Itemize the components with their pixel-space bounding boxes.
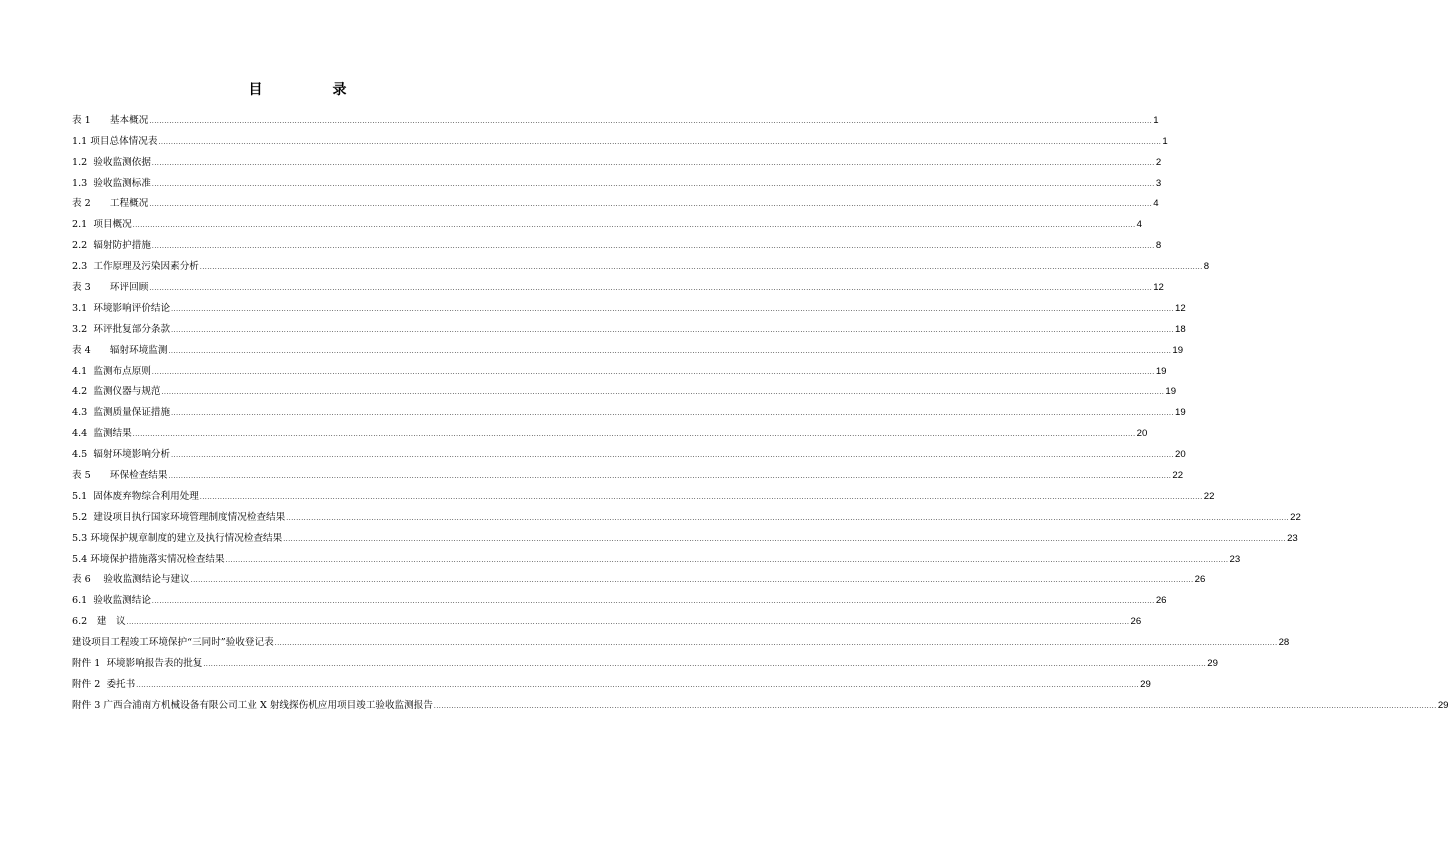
toc-entry[interactable] bbox=[72, 336, 1184, 357]
toc-entry-page-number: 29 bbox=[1207, 658, 1218, 670]
toc-entry[interactable] bbox=[72, 628, 1290, 649]
toc-entry[interactable] bbox=[72, 461, 1184, 482]
toc-entry-page-number: 23 bbox=[1229, 553, 1241, 565]
dot-leader: ................................................................................................................................................................................................................................................................................................................................................................................................................ bbox=[190, 577, 1194, 585]
toc-entry-page-number: 28 bbox=[1278, 637, 1290, 649]
toc-entry-label: 表 6 验收监测结论与建议 bbox=[72, 574, 190, 586]
toc-entry-label: 6.2 建 议 bbox=[72, 616, 126, 628]
table-of-contents bbox=[72, 106, 1448, 712]
toc-entry-label: 4.4 监测结果 bbox=[72, 428, 132, 440]
dot-leader: ................................................................................................................................................................................................................................................................................................................................................................................................................ bbox=[225, 556, 1229, 564]
toc-entry[interactable] bbox=[72, 691, 1448, 712]
toc-entry[interactable] bbox=[72, 231, 1162, 252]
toc-entry-label: 6.1 验收监测结论 bbox=[72, 595, 151, 607]
toc-entry[interactable] bbox=[72, 524, 1298, 545]
toc-entry-page-number: 1 bbox=[1162, 135, 1168, 147]
toc-entry[interactable] bbox=[72, 294, 1186, 315]
toc-entry-label: 3.2 环评批复部分条款 bbox=[72, 323, 171, 335]
toc-entry-label: 4.5 辐射环境影响分析 bbox=[72, 449, 171, 461]
toc-entry-label: 表 5 环保检查结果 bbox=[72, 470, 168, 482]
toc-entry[interactable] bbox=[72, 210, 1142, 231]
toc-entry[interactable] bbox=[72, 503, 1301, 524]
toc-entry-page-number: 20 bbox=[1175, 449, 1186, 461]
dot-leader: ................................................................................................................................................................................................................................................................................................................................................................................................................ bbox=[151, 368, 1155, 376]
toc-entry-page-number: 26 bbox=[1130, 616, 1142, 628]
toc-entry-page-number: 19 bbox=[1155, 365, 1167, 377]
toc-entry-label: 1.1 项目总体情况表 bbox=[72, 135, 158, 147]
toc-entry-page-number: 22 bbox=[1290, 511, 1301, 523]
dot-leader: ................................................................................................................................................................................................................................................................................................................................................................................................................ bbox=[171, 305, 1174, 313]
toc-entry-page-number: 4 bbox=[1136, 219, 1142, 231]
toc-entry-page-number: 12 bbox=[1175, 302, 1186, 314]
toc-entry-label: 1.3 验收监测标准 bbox=[72, 177, 151, 189]
toc-entry-label: 5.4 环境保护措施落实情况检查结果 bbox=[72, 553, 225, 565]
toc-entry[interactable] bbox=[72, 190, 1159, 211]
toc-entry[interactable] bbox=[72, 252, 1210, 273]
dot-leader: ................................................................................................................................................................................................................................................................................................................................................................................................................ bbox=[168, 473, 1172, 481]
dot-leader: ................................................................................................................................................................................................................................................................................................................................................................................................................ bbox=[132, 431, 1136, 439]
toc-entry[interactable] bbox=[72, 670, 1151, 691]
toc-entry[interactable] bbox=[72, 607, 1142, 628]
dot-leader: ................................................................................................................................................................................................................................................................................................................................................................................................................ bbox=[171, 410, 1174, 418]
toc-entry-label: 建设项目工程竣工环境保护“三同时”验收登记表 bbox=[72, 637, 274, 649]
toc-title: 目 录 bbox=[248, 82, 375, 98]
toc-entry[interactable] bbox=[72, 148, 1162, 169]
toc-entry-page-number: 18 bbox=[1175, 323, 1186, 335]
dot-leader: ................................................................................................................................................................................................................................................................................................................................................................................................................ bbox=[151, 598, 1155, 606]
toc-entry-label: 5.3 环境保护规章制度的建立及执行情况检查结果 bbox=[72, 532, 283, 544]
toc-entry-label: 表 2 工程概况 bbox=[72, 198, 149, 210]
toc-entry-page-number: 8 bbox=[1203, 261, 1210, 273]
dot-leader: ................................................................................................................................................................................................................................................................................................................................................................................................................ bbox=[149, 285, 1153, 293]
toc-entry-page-number: 26 bbox=[1155, 595, 1167, 607]
dot-leader: ................................................................................................................................................................................................................................................................................................................................................................................................................ bbox=[199, 264, 1203, 272]
toc-entry[interactable] bbox=[72, 440, 1186, 461]
dot-leader: ................................................................................................................................................................................................................................................................................................................................................................................................................ bbox=[283, 535, 1287, 543]
dot-leader: ................................................................................................................................................................................................................................................................................................................................................................................................................ bbox=[158, 138, 1162, 146]
toc-entry[interactable] bbox=[72, 378, 1177, 399]
toc-entry-page-number: 2 bbox=[1155, 156, 1162, 168]
toc-entry-label: 2.2 辐射防护措施 bbox=[72, 240, 151, 252]
toc-entry-page-number: 12 bbox=[1153, 282, 1164, 294]
toc-entry-page-number: 22 bbox=[1203, 490, 1215, 502]
dot-leader: ................................................................................................................................................................................................................................................................................................................................................................................................................ bbox=[168, 347, 1172, 355]
toc-entry[interactable] bbox=[72, 169, 1162, 190]
toc-entry[interactable] bbox=[72, 273, 1164, 294]
toc-entry-label: 4.1 监测布点原则 bbox=[72, 365, 151, 377]
dot-leader: ................................................................................................................................................................................................................................................................................................................................................................................................................ bbox=[199, 493, 1203, 501]
dot-leader: ................................................................................................................................................................................................................................................................................................................................................................................................................ bbox=[149, 201, 1153, 209]
toc-entry-page-number: 4 bbox=[1153, 198, 1159, 210]
toc-entry-page-number: 19 bbox=[1172, 344, 1184, 356]
dot-leader: ................................................................................................................................................................................................................................................................................................................................................................................................................ bbox=[136, 681, 1140, 689]
toc-entry-page-number: 22 bbox=[1172, 470, 1184, 482]
dot-leader: ................................................................................................................................................................................................................................................................................................................................................................................................................ bbox=[151, 243, 1155, 251]
toc-entry-label: 4.2 监测仪器与规范 bbox=[72, 386, 161, 398]
toc-entry[interactable] bbox=[72, 545, 1241, 566]
toc-entry-label: 4.3 监测质量保证措施 bbox=[72, 407, 171, 419]
toc-entry[interactable] bbox=[72, 106, 1159, 127]
toc-entry[interactable] bbox=[72, 566, 1206, 587]
dot-leader: ................................................................................................................................................................................................................................................................................................................................................................................................................ bbox=[151, 180, 1155, 188]
toc-entry-page-number: 19 bbox=[1175, 407, 1186, 419]
toc-entry[interactable] bbox=[72, 649, 1218, 670]
dot-leader: ................................................................................................................................................................................................................................................................................................................................................................................................................ bbox=[161, 389, 1165, 397]
dot-leader: ................................................................................................................................................................................................................................................................................................................................................................................................................ bbox=[433, 702, 1437, 710]
dot-leader: ................................................................................................................................................................................................................................................................................................................................................................................................................ bbox=[149, 117, 1153, 125]
dot-leader: ................................................................................................................................................................................................................................................................................................................................................................................................................ bbox=[203, 661, 1207, 669]
toc-entry-label: 3.1 环境影响评价结论 bbox=[72, 302, 171, 314]
toc-entry-label: 5.2 建设项目执行国家环境管理制度情况检查结果 bbox=[72, 511, 286, 523]
dot-leader: ................................................................................................................................................................................................................................................................................................................................................................................................................ bbox=[171, 452, 1174, 460]
toc-entry-page-number: 8 bbox=[1155, 240, 1162, 252]
dot-leader: ................................................................................................................................................................................................................................................................................................................................................................................................................ bbox=[286, 514, 1290, 522]
dot-leader: ................................................................................................................................................................................................................................................................................................................................................................................................................ bbox=[171, 326, 1174, 334]
toc-entry-page-number: 26 bbox=[1194, 574, 1206, 586]
toc-entry-label: 表 4 辐射环境监测 bbox=[72, 344, 168, 356]
toc-entry-page-number: 23 bbox=[1287, 532, 1298, 544]
dot-leader: ................................................................................................................................................................................................................................................................................................................................................................................................................ bbox=[274, 640, 1278, 648]
toc-entry-label: 附件 2 委托书 bbox=[72, 678, 136, 690]
toc-entry[interactable] bbox=[72, 586, 1167, 607]
toc-entry-label: 2.1 项目概况 bbox=[72, 219, 132, 231]
toc-entry-label: 附件 1 环境影响报告表的批复 bbox=[72, 658, 203, 670]
dot-leader: ................................................................................................................................................................................................................................................................................................................................................................................................................ bbox=[132, 222, 1136, 230]
toc-entry[interactable] bbox=[72, 482, 1215, 503]
toc-entry-label: 表 3 环评回顾 bbox=[72, 282, 149, 294]
toc-entry[interactable] bbox=[72, 315, 1186, 336]
toc-entry-page-number: 29 bbox=[1140, 678, 1151, 690]
toc-entry-page-number: 20 bbox=[1136, 428, 1148, 440]
toc-entry[interactable] bbox=[72, 419, 1148, 440]
toc-entry-label: 表 1 基本概况 bbox=[72, 114, 149, 126]
toc-entry[interactable] bbox=[72, 127, 1168, 148]
toc-entry-label: 2.3 工作原理及污染因素分析 bbox=[72, 261, 199, 273]
dot-leader: ................................................................................................................................................................................................................................................................................................................................................................................................................ bbox=[151, 159, 1155, 167]
toc-entry[interactable] bbox=[72, 398, 1186, 419]
toc-entry-label: 1.2 验收监测依据 bbox=[72, 156, 151, 168]
toc-entry-page-number: 1 bbox=[1153, 114, 1159, 126]
toc-entry[interactable] bbox=[72, 357, 1167, 378]
toc-entry-page-number: 3 bbox=[1155, 177, 1162, 189]
toc-entry-page-number: 19 bbox=[1165, 386, 1177, 398]
dot-leader: ................................................................................................................................................................................................................................................................................................................................................................................................................ bbox=[126, 619, 1130, 627]
toc-entry-label: 5.1 固体废弃物综合利用处理 bbox=[72, 490, 199, 502]
toc-entry-page-number: 29 bbox=[1437, 699, 1448, 711]
toc-entry-label: 附件 3 广西合浦南方机械设备有限公司工业 X 射线探伤机应用项目竣工验收监测报告 bbox=[72, 699, 433, 711]
